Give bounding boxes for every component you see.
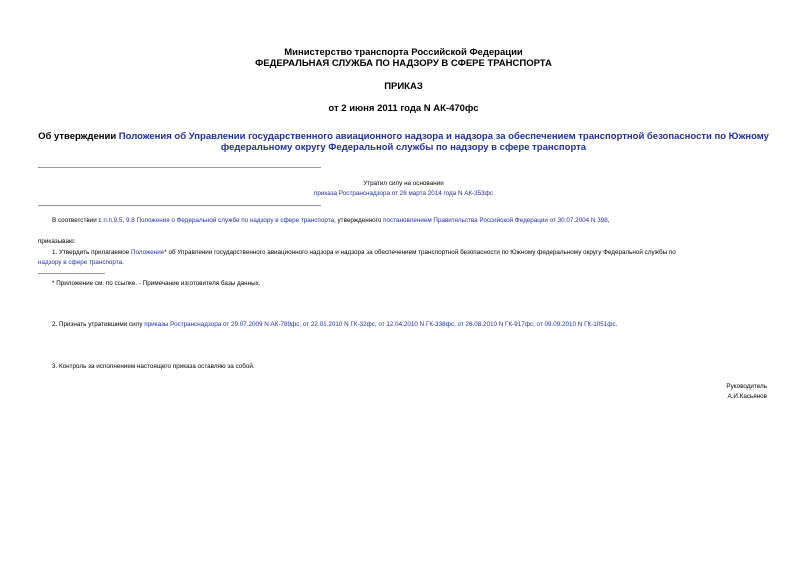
regulation-link-continued[interactable]: надзору в сфере транспорта (38, 259, 123, 266)
preamble-link-decree[interactable]: постановлением Правительства Российской Федерации от 30.07.2004 N 398 (383, 217, 608, 224)
status-note: Утратил силу на основании (363, 180, 444, 187)
item-1: 1. Утвердить прилагаемое Положение* об Управлении государственного авиационного надзора и надзора за обеспечением транспортной безопасности по Южному федеральному округу Федеральной службы по (52, 249, 676, 256)
service-name: ФЕДЕРАЛЬНАЯ СЛУЖБА ПО НАДЗОРУ В СФЕРЕ ТРАНСПОРТА (255, 58, 552, 69)
footnote-divider (38, 273, 105, 274)
item-1-line2: надзору в сфере транспорта. (38, 259, 124, 266)
title-prefix: Об утверждении (38, 131, 119, 142)
document-title-line2 (0, 142, 807, 153)
preamble-link-clauses[interactable]: п.п.9.5 (103, 217, 123, 224)
ministry-name: Министерство транспорта Российской Федерации (284, 47, 523, 58)
preamble: В соответствии с п.п.9.5, 9.8 Положения о Федеральной службе по надзору в сфере транспорта, утвержденного постановлением Правительства Российской Федерации от 30.07.2004 N 398, (52, 217, 610, 224)
document-date-number: от 2 июня 2011 года N АК-470фс (328, 103, 479, 114)
status-link-line (0, 190, 807, 197)
title-link-continued[interactable]: федеральному округу Федеральной службы по надзору в сфере транспорта (220, 142, 587, 153)
repeal-order-link[interactable]: приказа Ространснадзора от 28 марта 2014 года N АК-353фс (313, 190, 494, 197)
repealed-orders-link[interactable]: приказы Ространснадзора от 29.07.2009 N АК-789фс, от 22.01.2010 N ГК-32фс, от 12.04.2010 N ГК-338фс, от 26.08.2010 N ГК-917фс, от 09.09.2010 N ГК-1051фс (144, 321, 616, 328)
item-3: 3. Контроль за исполнением настоящего приказа оставляю за собой. (52, 363, 255, 370)
item-2: 2. Признать утратившими силу приказы Ространснадзора от 29.07.2009 N АК-789фс, от 22.01.2010 N ГК-32фс, от 12.04.2010 N ГК-338фс, от 26.08.2010 N ГК-917фс, от 09.09.2010 N ГК-1051фс. (52, 321, 618, 328)
document-type: ПРИКАЗ (384, 81, 423, 92)
footnote: * Приложение см. по ссылке. - Примечание изготовителя базы данных. (52, 280, 261, 287)
order-word: приказываю: (38, 238, 76, 245)
divider (38, 205, 321, 206)
document-title (0, 131, 807, 142)
divider (38, 167, 321, 168)
signature-name: А.И.Касьянов (727, 393, 767, 400)
preamble-link-regulation[interactable]: 9.8 Положения о Федеральной службе по надзору в сфере транспорта (125, 217, 335, 224)
title-link[interactable]: Положения об Управлении государственного авиационного надзора и надзора за обеспечением транспортной безопасности по Южному (118, 131, 769, 142)
signature-role: Руководитель (726, 383, 767, 390)
regulation-link[interactable]: Положение (130, 249, 165, 256)
